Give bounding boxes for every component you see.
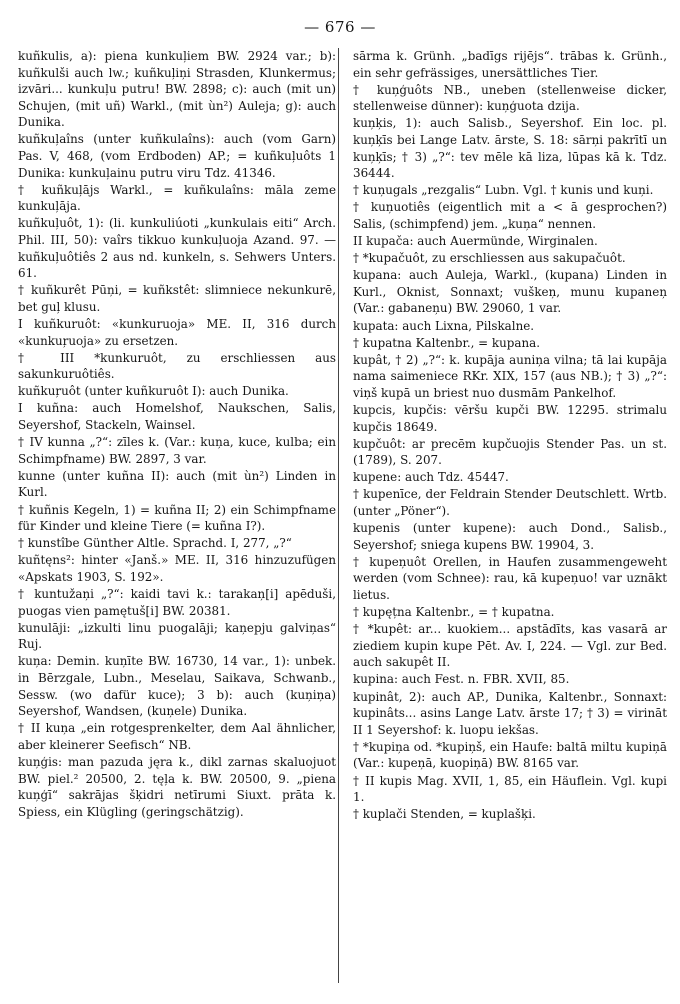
page-number: — 676 — (304, 18, 376, 36)
dictionary-entry: † kuņuotiês (eigentlich mit a < ā gesprochen?) Salis, (schimpfend) jem. „kuņa“ nennen. (353, 200, 667, 231)
dictionary-entry: † kunstîbe Günther Altle. Sprachd. I, 277, „?“ (18, 536, 292, 551)
dictionary-entry: † kuñkurêt Pūņi, = kuñkstêt: slimniece nekunkurē, bet guļ klusu. (18, 283, 336, 314)
dictionary-entry: † II kupis Mag. XVII, 1, 85, ein Häuflein. Vgl. kupi 1. (353, 773, 667, 805)
dictionary-entry: † kuņģuôts NB., uneben (stellenweise dicker, stellenweise dünner): kuņģuota dzija. (353, 82, 667, 114)
dictionary-entry: † kuntužaņi „?“: kaidi tavi k.: tarakaņ[i] apēduši, puogas vien pamętuš[i] BW. 20381. (18, 587, 336, 618)
dictionary-entry: kuñkuļuôt, 1): (li. kunkuliúoti „kunkulais eiti“ Arch. Phil. III, 50): vaîrs tikkuo kunkuļuoja Azand. 97. — kuñkuļuôtiês 2 aus nd. kunkeln, s. Sehwers Unters. 61. (18, 216, 336, 281)
dictionary-entry: † *kupačuôt, zu erschliessen aus sakupačuôt. (353, 251, 626, 266)
dictionary-entry: kuñtęns²: hinter «Janš.» ME. II, 316 hinzuzufügen «Apskats 1903, S. 192». (18, 553, 336, 584)
dictionary-entry: kuñkuŗuôt (unter kuñkuruôt I): auch Dunika. (18, 384, 289, 399)
right-column (353, 48, 667, 823)
dictionary-entry: kuņa: Demin. kuņīte BW. 16730, 14 var., 1): unbek. in Bērzgale, Lubn., Meselau, Saikava, Schwanb., Sessw. (wo dafür kuce); 3 b): auch (kuņiņa) Seyershof, Wandsen, (kuņele) Dunika. (18, 654, 336, 719)
dictionary-entry: kupinât, 2): auch AP., Dunika, Kaltenbr., Sonnaxt: kupinâts... asins Lange Latv. ārste 17; † 3) = virināt II 1 Seyershof: k. luopu iekšas. (353, 689, 667, 737)
dictionary-entry: I kuñna: auch Homelshof, Naukschen, Salis, Seyershof, Stackeln, Wainsel. (18, 401, 336, 433)
dictionary-entry: kunulāji: „izkulti linu puogalāji; kaņepju galviņas“ Ruj. (18, 620, 336, 652)
dictionary-entry: † kupęțna Kaltenbr., = † kupatna. (353, 605, 555, 620)
dictionary-entry: † II kuņa „ein rotgesprenkelter, dem Aal ähnlicher, aber kleinerer Seefisch“ NB. (18, 721, 336, 752)
dictionary-entry: † IV kunna „?“: zīles k. (Var.: kuņa, kuce, kulba; ein Schimpfname) BW. 2897, 3 var. (18, 435, 336, 466)
dictionary-entry: † III *kunkuruôt, zu erschliessen aus sakunkuruôtiês. (18, 350, 336, 382)
dictionary-entry: kupana: auch Auleja, Warkl., (kupana) Linden in Kurl., Oknist, Sonnaxt; vuškeņ, munu kupaneņ (Var.: gabaneņu) BW. 29060, 1 var. (353, 268, 667, 316)
dictionary-entry: kunne (unter kuñna II): auch (mit ùn²) Linden in Kurl. (18, 468, 336, 500)
dictionary-entry: kupčuôt: ar precēm kupčuojis Stender Pas. un st. (1789), S. 207. (353, 436, 667, 468)
dictionary-entry: † kupeņuôt Orellen, in Haufen zusammengeweht werden (vom Schnee): rau, kā kupeņuo! var uznākt lietus. (353, 554, 667, 602)
dictionary-entry: kupene: auch Tdz. 45447. (353, 470, 509, 485)
dictionary-entry: † kupatna Kaltenbr., = kupana. (353, 335, 541, 350)
dictionary-entry: II kupača: auch Auermünde, Wirginalen. (353, 234, 598, 249)
dictionary-entry: kuñkulis, a): piena kunkuļiem BW. 2924 var.; b): kuñkulši auch lw.; kuñkuļiņi Strasden, Klunkermus; izvāri... kunkuļu putru! BW. 2898; c): auch (mit un) Schujen, (mit uñ) Warkl., (mit ùn²) Auleja; g): auch Dunika. (18, 49, 336, 130)
dictionary-entry: † kuņugals „rezgalis“ Lubn. Vgl. † kunis und kuņi. (353, 183, 654, 198)
dictionary-entry: † kuñnis Kegeln, 1) = kuñna II; 2) ein Schimpfname für Kinder und kleine Tiere (= kuñna I?). (18, 502, 336, 534)
left-column (18, 48, 336, 821)
dictionary-entry: kuņģis: man pazuda jęra k., dikl zarnas skaluojuot BW. piel.² 20500, 2. tęļa k. BW. 20500, 9. „piena kuņģī“ sakrājas šķidri netīrumi Siuxt. prāta k. Spiess, ein Klügling (geringschätzig). (18, 754, 336, 819)
dictionary-entry: kupata: auch Lixna, Pilskalne. (353, 318, 535, 333)
dictionary-entry: I kuñkuruôt: «kunkuruoja» ME. II, 316 durch «kunkuŗuoja» zu ersetzen. (18, 317, 336, 348)
dictionary-entry: kuñkuļaîns (unter kuñkulaîns): auch (vom Garn) Pas. V, 468, (vom Erdboden) AP.; = kuñkuļuôts 1 Dunika: kunkuļainu putru viru Tdz. 41346. (18, 132, 336, 180)
dictionary-entry: † kupenīce, der Feldrain Stender Deutschlett. Wrtb. (unter „Pöner“). (353, 487, 667, 519)
dictionary-entry: † *kupêt: ar... kuokiem... apstādīts, kas vasarā ar ziediem kupin kupe Pēt. Av. I, 224. — Vgl. zur Bed. auch sakupêt II. (353, 622, 667, 670)
dictionary-entry: sārma k. Grünh. „badīgs rijējs“. trābas k. Grünh., ein sehr gefrässiges, unersättliches Tier. (353, 49, 667, 80)
dictionary-entry: kupina: auch Fest. n. FBR. XVII, 85. (353, 672, 570, 687)
dictionary-entry: kupenis (unter kupene): auch Dond., Salisb., Seyershof; sniega kupens BW. 19904, 3. (353, 521, 667, 552)
dictionary-entry: † *kupiņa od. *kupiņš, ein Haufe: baltā miltu kupiņā (Var.: kupeņā, kuopiņā) BW. 8165 var. (353, 739, 667, 771)
dictionary-entry: kuņķis, 1): auch Salisb., Seyershof. Ein loc. pl. kuņķīs bei Lange Latv. ārste, S. 18: sārņi pakrītī un kuņķīs; † 3) „?“: tev mēle kā liza, lūpas kā k. Tdz. 36444. (353, 116, 667, 181)
column-divider (338, 48, 339, 983)
dictionary-entry: kupât, † 2) „?“: k. kupāja auniņa vilna; tā lai kupāja nama saimeniece RKr. XIX, 157 (aus NB.); † 3) „?“: viņš kupā un briest nuo dusmām Pankelhof. (353, 352, 667, 400)
dictionary-entry: kupcis, kupčis: vēršu kupči BW. 12295. strimalu kupčis 18649. (353, 402, 667, 434)
dictionary-entry: † kuñkuļājs Warkl., = kuñkulaîns: māla zeme kunkuļāja. (18, 182, 336, 214)
dictionary-entry: † kuplači Stenden, = kuplašķi. (353, 807, 536, 822)
